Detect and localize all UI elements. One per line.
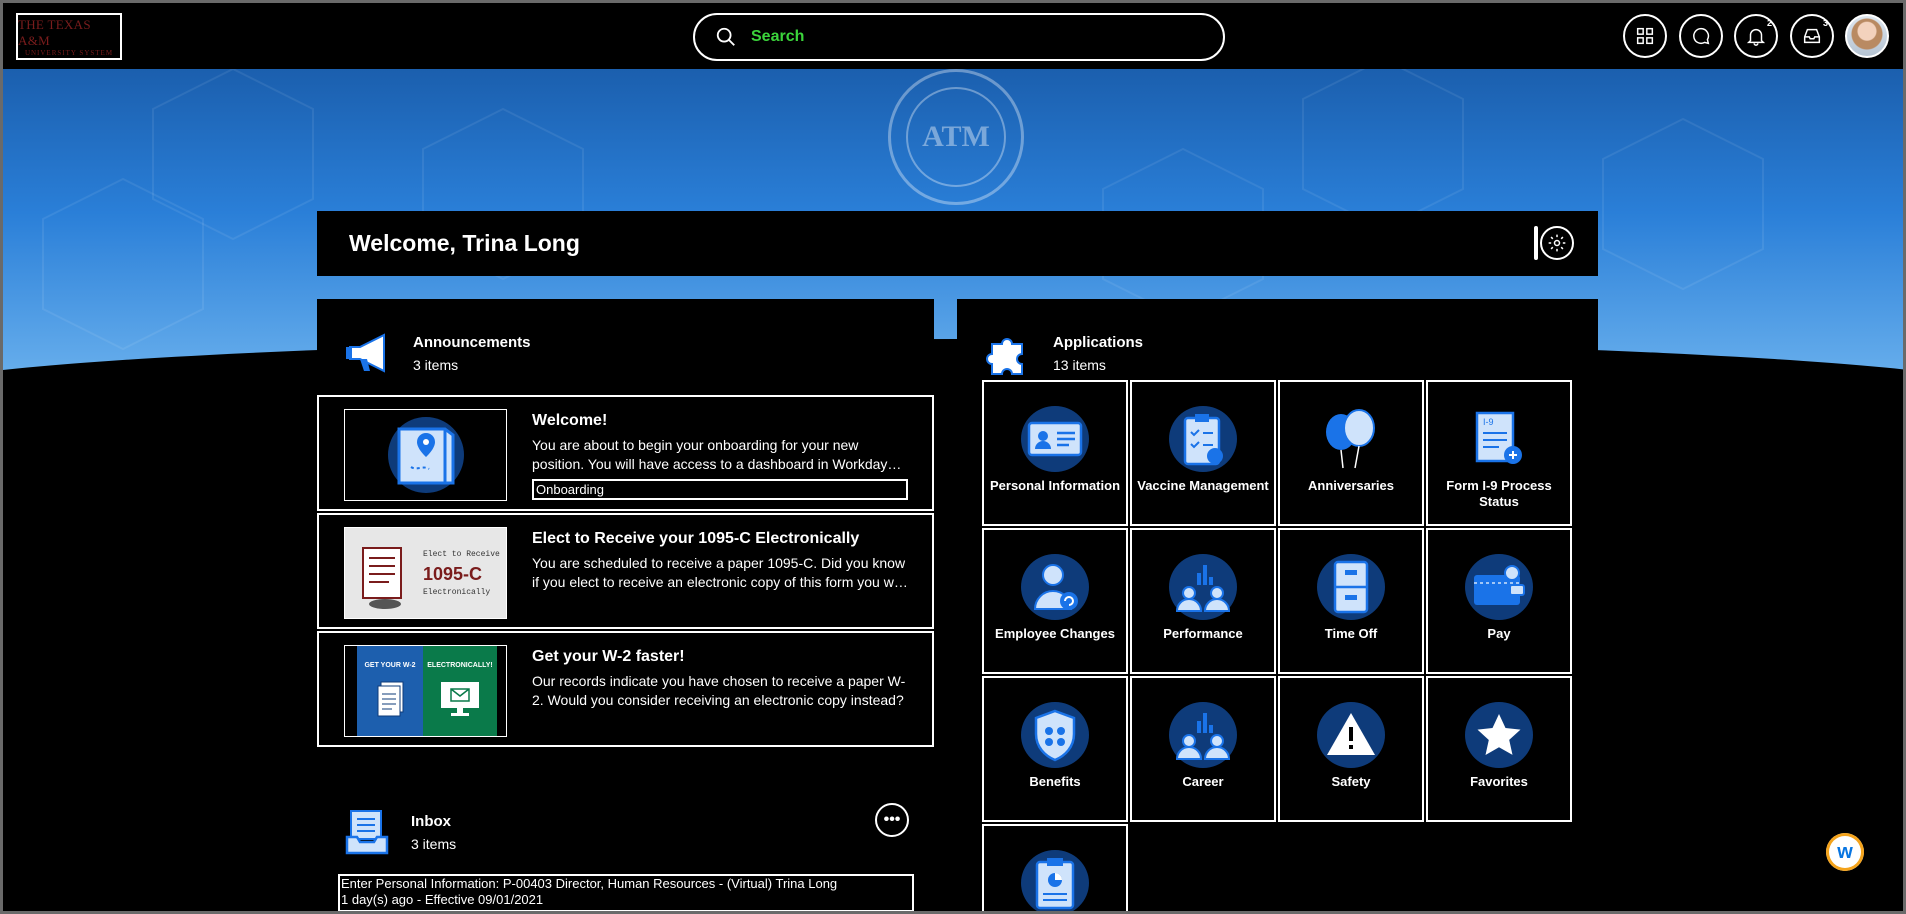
inbox-item-subtitle: 1 day(s) ago - Effective 09/01/2021 <box>341 892 544 907</box>
inbox-title: Inbox <box>411 812 451 830</box>
puzzle-icon <box>986 330 1032 376</box>
app-tile-safety[interactable] <box>1278 676 1424 822</box>
apps-grid-button[interactable] <box>1623 14 1667 58</box>
search-bar[interactable] <box>693 13 1225 61</box>
app-tile-label: Performance <box>1163 626 1243 641</box>
search-placeholder: Search <box>751 28 805 45</box>
thumb-top-text: Elect to Receive <box>423 550 500 559</box>
app-tile-favorites[interactable] <box>1426 676 1572 822</box>
balloons-icon <box>1319 408 1383 470</box>
workday-assistant-button[interactable] <box>1826 833 1864 871</box>
app-tile-label: Personal Information <box>989 478 1121 493</box>
report-clipboard-icon <box>1031 854 1079 912</box>
clipboard-check-icon <box>1179 410 1227 468</box>
tamus-logo[interactable] <box>16 13 122 60</box>
w2-thumbnail <box>344 645 507 737</box>
person-change-icon <box>1029 559 1081 615</box>
applications-count: 13 items <box>1053 356 1106 373</box>
onboarding-thumbnail <box>344 409 507 501</box>
form-i9-icon <box>1471 409 1527 469</box>
app-tile-reports[interactable] <box>982 824 1128 914</box>
thumb-left-text: GET YOUR W-2 <box>364 662 416 669</box>
shield-heart-icon <box>1030 707 1080 763</box>
seal-monogram: ATM <box>906 87 1006 187</box>
announcement-body: You are about to begin your onboarding for your new position. You will have access to a dashboard in Workday… <box>532 437 902 472</box>
app-tile-performance[interactable] <box>1130 528 1276 674</box>
w2-left-panel <box>357 646 423 737</box>
announcement-heading: Elect to Receive your 1095-C Electronically <box>532 530 860 547</box>
announcement-item[interactable] <box>317 395 934 511</box>
app-tile-label: Time Off <box>1324 626 1378 641</box>
logo-line1: THE TEXAS A&M <box>18 16 91 48</box>
welcome-title: Welcome, Trina Long <box>349 230 580 256</box>
app-tile-employee-changes[interactable] <box>982 528 1128 674</box>
gear-icon <box>1547 233 1567 253</box>
app-tile-label: Favorites <box>1470 774 1528 789</box>
form-stack-icon <box>355 542 415 612</box>
map-pin-icon <box>381 415 471 495</box>
chat-bubble-icon <box>1690 25 1712 47</box>
inbox-tray-icon <box>1801 25 1823 47</box>
welcome-bar <box>317 211 1598 276</box>
announcement-item[interactable] <box>317 513 934 629</box>
user-avatar[interactable] <box>1845 14 1889 58</box>
inbox-item[interactable] <box>338 874 914 912</box>
announcements-count: 3 items <box>413 356 459 373</box>
id-card-icon <box>1025 419 1085 459</box>
announcement-body: You are scheduled to receive a paper 1095-C. Did you know if you elect to receive an electronic copy of this form you w… <box>532 555 908 590</box>
applications-panel <box>957 299 1598 914</box>
app-tile-benefits[interactable] <box>982 676 1128 822</box>
announcement-heading: Welcome! <box>532 412 608 429</box>
app-tile-label: Employee Changes <box>995 626 1115 641</box>
app-tile-label: Pay <box>1487 626 1511 641</box>
star-icon <box>1474 711 1524 759</box>
announcement-heading: Get your W-2 faster! <box>532 648 685 665</box>
top-bar <box>3 3 1903 69</box>
announcements-header <box>343 329 531 377</box>
performance-icon <box>1173 559 1233 615</box>
inbox-stack-icon <box>343 807 391 857</box>
search-icon <box>715 26 737 48</box>
svg-text:I-9: I-9 <box>1483 417 1494 427</box>
wallet-icon <box>1470 563 1528 611</box>
app-tile-vaccine-management[interactable] <box>1130 380 1276 526</box>
announcement-item[interactable] <box>317 631 934 747</box>
announcement-body: Our records indicate you have chosen to receive a paper W-2. Would you consider receiving an electronic copy instead? <box>532 673 906 708</box>
form-1095c-thumbnail <box>344 527 507 619</box>
inbox-item-title: Enter Personal Information: P-00403 Director, Human Resources - (Virtual) Trina Long <box>341 876 838 891</box>
inbox-button[interactable] <box>1790 14 1834 58</box>
app-tile-label: Benefits <box>1029 774 1081 789</box>
megaphone-icon <box>344 333 394 373</box>
career-icon <box>1173 707 1233 763</box>
notifications-button[interactable] <box>1734 14 1778 58</box>
toggle-bar <box>1534 226 1538 260</box>
warning-icon <box>1323 709 1379 761</box>
w2-right-panel <box>423 646 497 737</box>
cabinet-icon <box>1327 558 1375 616</box>
inbox-badge: 3 <box>1822 18 1828 28</box>
inbox-header <box>343 807 456 857</box>
app-tile-anniversaries[interactable] <box>1278 380 1424 526</box>
applications-header <box>983 329 1143 377</box>
app-tile-time-off[interactable] <box>1278 528 1424 674</box>
monitor-mail-icon <box>439 680 481 718</box>
announcements-title: Announcements <box>413 333 531 351</box>
logo-line2: UNIVERSITY SYSTEM <box>24 48 114 57</box>
app-tile-career[interactable] <box>1130 676 1276 822</box>
more-dots-icon: ••• <box>883 811 901 828</box>
app-tile-pay[interactable] <box>1426 528 1572 674</box>
chat-button[interactable] <box>1679 14 1723 58</box>
inbox-more-button[interactable] <box>875 803 909 837</box>
bell-icon <box>1745 25 1767 47</box>
app-tile-personal-information[interactable] <box>982 380 1128 526</box>
app-tile-label: Career <box>1182 774 1224 789</box>
customize-button[interactable] <box>1534 225 1580 261</box>
app-tile-label: Safety <box>1331 774 1371 789</box>
app-tile-form-i9[interactable] <box>1426 380 1572 526</box>
announcement-tag[interactable]: Onboarding <box>532 479 908 500</box>
paper-stack-icon <box>375 680 407 722</box>
grid-icon <box>1634 25 1656 47</box>
app-tile-label: Form I-9 Process Status <box>1446 478 1552 509</box>
applications-title: Applications <box>1053 333 1144 351</box>
app-tile-label: Vaccine Management <box>1137 478 1269 493</box>
inbox-count: 3 items <box>411 835 457 852</box>
app-tile-label: Anniversaries <box>1308 478 1394 493</box>
thumb-main-text: 1095-C <box>423 564 483 584</box>
thumb-right-text: ELECTRONICALLY! <box>427 662 493 669</box>
thumb-bottom-text: Electronically <box>423 588 491 597</box>
announcements-panel <box>317 299 934 749</box>
workday-w-icon: w <box>1837 840 1853 863</box>
tamus-seal <box>888 69 1024 205</box>
notifications-badge: 2 <box>1766 18 1772 28</box>
